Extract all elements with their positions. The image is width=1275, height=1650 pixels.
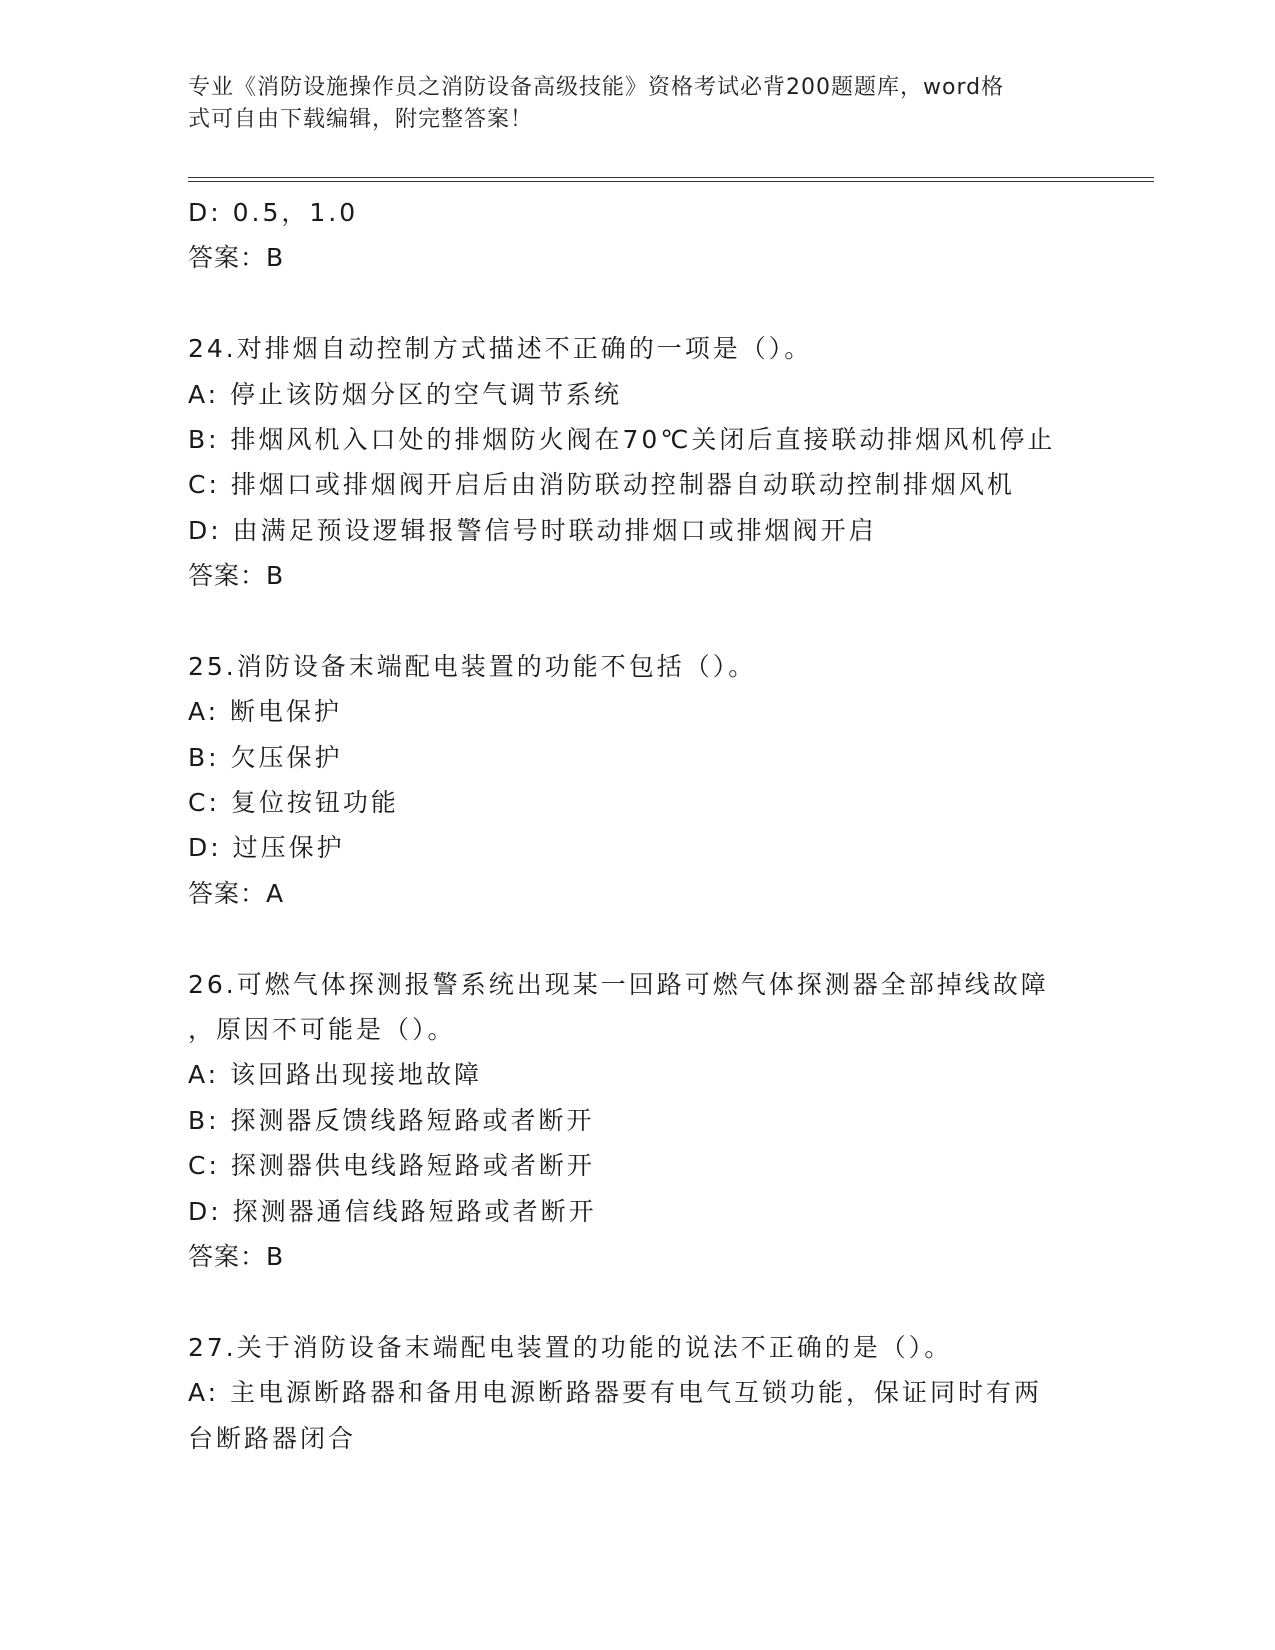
option-b: B: 探测器反馈线路短路或者断开 <box>188 1105 595 1135</box>
header-line-1: 专业《消防设施操作员之消防设备高级技能》资格考试必背200题题库，word格 <box>188 75 1005 100</box>
document-header <box>188 72 1068 136</box>
option-b: B: 欠压保护 <box>188 742 343 772</box>
option-d: D: 由满足预设逻辑报警信号时联动排烟口或排烟阀开启 <box>188 515 877 545</box>
spacer <box>188 916 1088 961</box>
question-24 <box>188 326 1088 598</box>
answer: 答案：A <box>188 878 285 908</box>
option-c: C: 探测器供电线路短路或者断开 <box>188 1151 595 1181</box>
spacer <box>188 281 1088 326</box>
question-stem-line-1: 26.可燃气体探测报警系统出现某一回路可燃气体探测器全部掉线故障 <box>188 969 1049 999</box>
option-a-line-2: 台断路器闭合 <box>188 1423 357 1453</box>
question-26 <box>188 962 1088 1280</box>
question-27 <box>188 1325 1088 1461</box>
question-stem: 25.消防设备末端配电装置的功能不包括（）。 <box>188 651 757 681</box>
answer: 答案：B <box>188 561 285 591</box>
header-divider-top <box>188 177 1154 178</box>
option-a: A: 停止该防烟分区的空气调节系统 <box>188 379 623 409</box>
question-stem: 27.关于消防设备末端配电装置的功能的说法不正确的是（）。 <box>188 1332 953 1362</box>
option-c: C: 排烟口或排烟阀开启后由消防联动控制器自动联动控制排烟风机 <box>188 470 1015 500</box>
question-23 <box>188 190 1088 281</box>
option-d: D: 过压保护 <box>188 833 345 863</box>
spacer <box>188 1279 1088 1324</box>
answer: 答案：B <box>188 243 285 273</box>
header-divider-bottom <box>188 181 1154 182</box>
question-25 <box>188 644 1088 916</box>
option-a: A: 该回路出现接地故障 <box>188 1060 483 1090</box>
option-d: D: 探测器通信线路短路或者断开 <box>188 1196 597 1226</box>
option-d: D: 0.5，1.0 <box>188 198 359 227</box>
question-stem: 24.对排烟自动控制方式描述不正确的一项是（）。 <box>188 334 813 364</box>
option-c: C: 复位按钮功能 <box>188 788 399 818</box>
option-a-line-1: A: 主电源断路器和备用电源断路器要有电气互锁功能，保证同时有两 <box>188 1378 1043 1408</box>
answer: 答案：B <box>188 1241 285 1271</box>
spacer <box>188 599 1088 644</box>
option-a: A: 断电保护 <box>188 697 343 727</box>
question-stem-line-2: ，原因不可能是（）。 <box>188 1015 456 1045</box>
header-line-2: 式可自由下载编辑，附完整答案！ <box>188 107 534 132</box>
option-b: B: 排烟风机入口处的排烟防火阀在70℃关闭后直接联动排烟风机停止 <box>188 424 1056 454</box>
question-list <box>188 190 1088 1461</box>
